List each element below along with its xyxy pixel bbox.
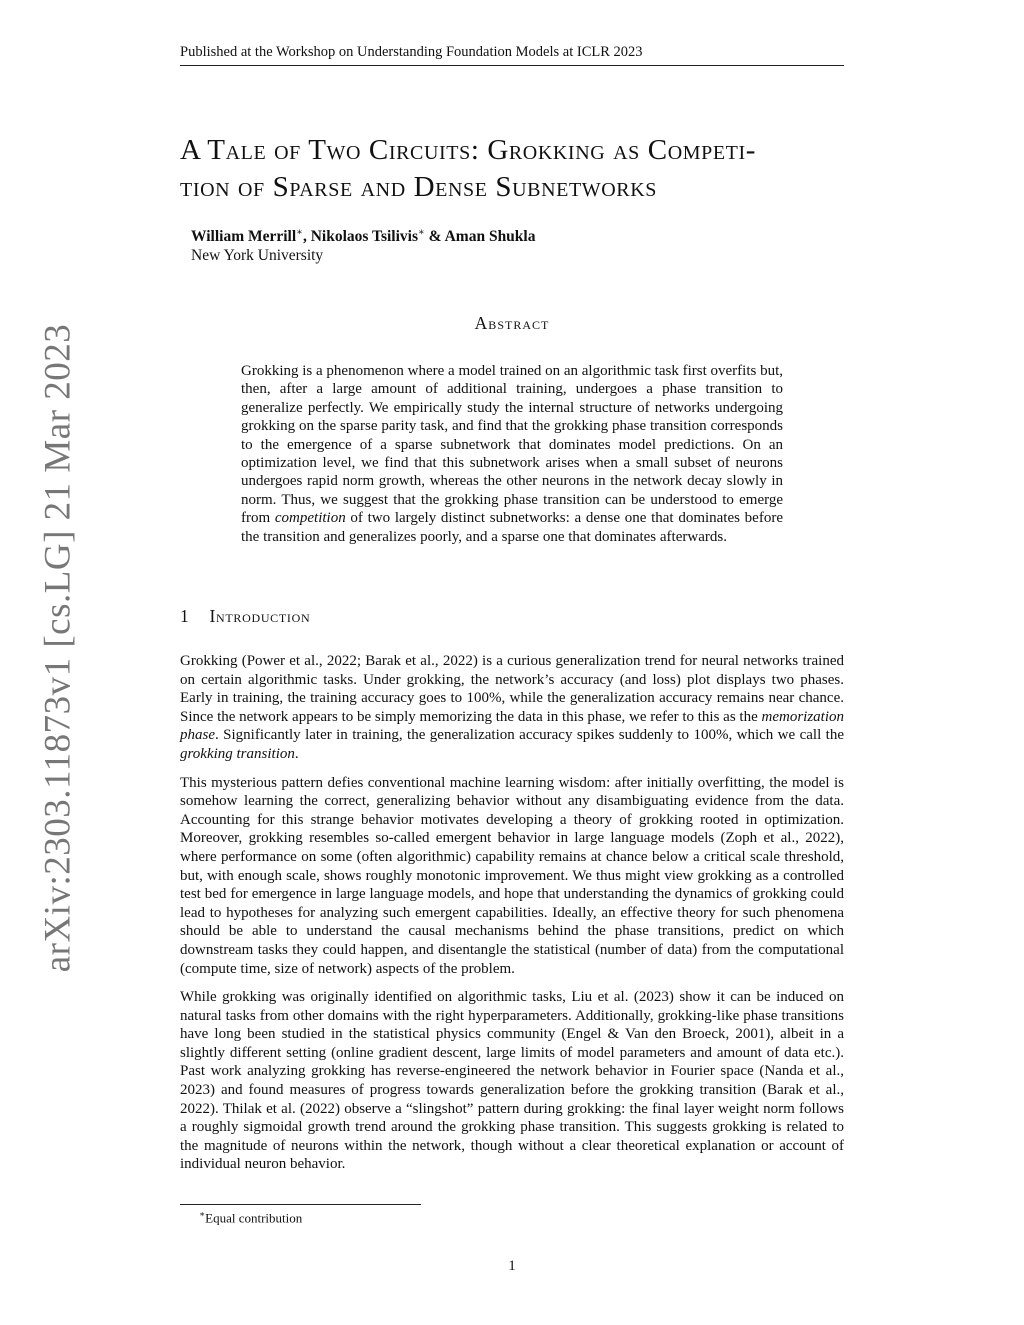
- title-line-1: A Tale of Two Circuits: Grokking as Competi-: [180, 134, 756, 166]
- author-block: [191, 227, 535, 265]
- equal-contribution-mark: ∗: [417, 227, 425, 238]
- author-3: Aman Shukla: [444, 228, 536, 246]
- author-names: [191, 227, 535, 246]
- introduction-body: [180, 652, 844, 1184]
- footnote-rule: [180, 1204, 421, 1205]
- footnote-marker: ∗: [199, 1209, 206, 1219]
- page-number: 1: [508, 1258, 516, 1274]
- title-line-2: tion of Sparse and Dense Subnetworks: [180, 171, 658, 203]
- paper-title: [180, 132, 860, 206]
- paragraph-text: .: [294, 745, 299, 762]
- paragraph-1: [180, 652, 844, 764]
- footnote: [199, 1209, 302, 1226]
- author-1: William Merrill: [191, 228, 297, 246]
- affiliation: New York University: [191, 247, 324, 265]
- author-separator: ,: [302, 228, 311, 246]
- running-header: Published at the Workshop on Understanding Foundation Models at ICLR 2023: [180, 44, 844, 66]
- equal-contribution-mark: ∗: [296, 227, 303, 238]
- footnote-text: Equal contribution: [205, 1210, 303, 1226]
- paragraph-3: While grokking was originally identified on algorithmic tasks, Liu et al. (2023) show it can be induced on natural tasks from other domains with the right hyperparameters. Additionally, grokking-like phase transitions have long been studied in the statistical physics community (Engel & Van den Broeck, 2001), albeit in a slightly different setting (online gradient descent, large limits of model parameters and amount of data etc.). Past work analyzing grokking has reverse-engineered the network behavior in Fourier space (Nanda et al., 2023) and found measures of progress towards generalization before the grokking transition (Barak et al., 2022). Thilak et al. (2022) observe a “slingshot” pattern during grokking: the final layer weight norm follows a roughly sigmoidal growth trend around the grokking phase transition. This suggests grokking is related to the magnitude of neurons within the network, though without a clear theoretical explanation or account of individual neuron behavior.: [180, 989, 844, 1173]
- paragraph-2: This mysterious pattern defies conventional machine learning wisdom: after initially overfitting, the model is somehow learning the correct, generalizing behavior without any disambiguating evidence from the data. Accounting for this strange behavior motivates developing a theory of grokking rooted in optimization. Moreover, grokking resembles so-called emergent behavior in large language models (Zoph et al., 2022), where performance on some (often algorithmic) capability remains at chance below a critical scale threshold, but, with enough scale, shows roughly monotonic improvement. We thus might view grokking as a controlled test bed for emergence in large language models, and hope that understanding the dynamics of grokking could lead to hypotheses for analyzing such emergent capabilities. Ideally, an effective theory for such phenomena should be able to understand the causal mechanisms behind the phase transitions, predict on which downstream tasks they could happen, and disentangle the statistical (number of data) from the computational (compute time, size of network) aspects of the problem.: [180, 774, 844, 977]
- abstract-text-part: Grokking is a phenomenon where a model trained on an algorithmic task first overfits but, then, after a large amount of additional training, undergoes a phase transition to generalize perfectly. We empirically study the internal structure of networks undergoing grokking on the sparse parity task, and find that the grokking phase transition corresponds to the emergence of a sparse subnetwork that dominates model predictions. On an optimization level, we find that this subnetwork arises when a small subset of neurons undergoes rapid norm growth, whereas the other neurons in the network decay slowly in norm. Thus, we suggest that the grokking phase transition can be understood to emerge from: [241, 363, 783, 527]
- paragraph-text: Grokking (Power et al., 2022; Barak et al., 2022) is a curious generalization trend for neural networks trained on certain algorithmic tasks. Under grokking, the network’s accuracy (and loss) plot displays two phases. Early in training, the training accuracy goes to 100%, while the generalization accuracy remains near chance. Since the network appears to be simply memorizing the data in this phase, we refer to this as the: [180, 653, 844, 725]
- arxiv-stamp: arXiv:2303.11873v1 [cs.LG] 21 Mar 2023: [37, 323, 79, 973]
- emphasis-memorization-phase: memorization phase: [180, 708, 845, 744]
- emphasis-grokking-transition: grokking transition: [180, 745, 295, 762]
- section-number: 1: [180, 606, 190, 626]
- section-title: Introduction: [209, 606, 311, 626]
- abstract-emphasis: competition: [274, 510, 346, 527]
- abstract-text: [241, 362, 783, 546]
- abstract-text-part: of two largely distinct subnetworks: a dense one that dominates before the transition and generalizes poorly, and a sparse one that dominates afterwards.: [241, 510, 783, 545]
- section-heading: [180, 606, 310, 627]
- author-2: Nikolaos Tsilivis: [310, 228, 418, 246]
- paragraph-text: . Significantly later in training, the generalization accuracy spikes suddenly to 100%, which we call the: [215, 727, 844, 744]
- author-separator: &: [424, 228, 445, 246]
- abstract-heading: Abstract: [474, 313, 550, 333]
